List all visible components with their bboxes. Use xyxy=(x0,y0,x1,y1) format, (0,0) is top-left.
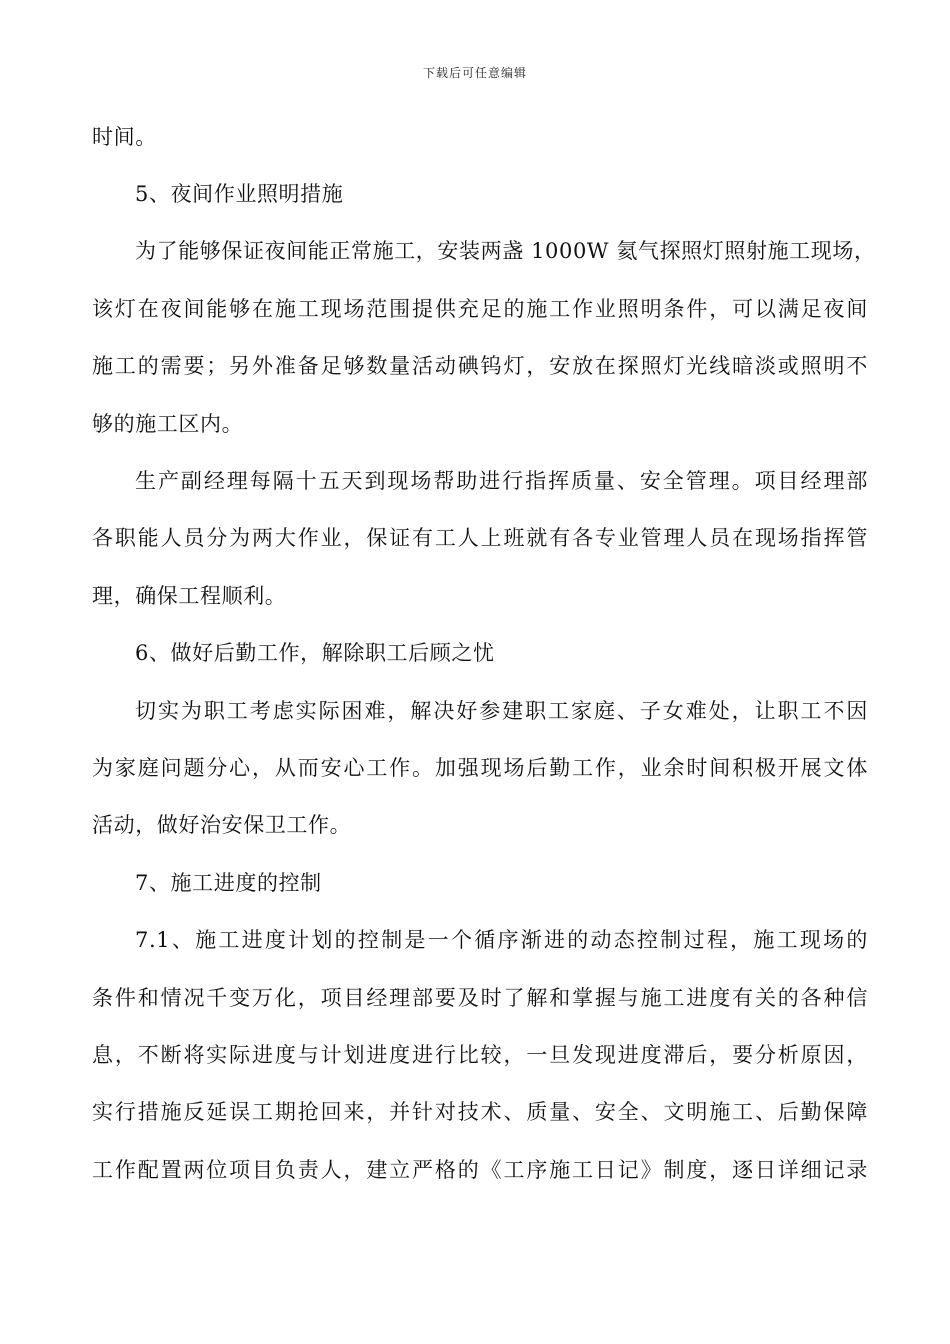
paragraph-line: 工作配置两位项目负责人，建立严格的《工序施工日记》制度，逐日详细记录 xyxy=(92,1158,868,1182)
paragraph-line: 施工的需要；另外准备足够数量活动碘钨灯，安放在探照灯光线暗淡或照明不 xyxy=(92,354,868,378)
paragraph-line: 实行措施反延误工期抢回来，并针对技术、质量、安全、文明施工、后勤保障 xyxy=(92,1100,868,1124)
paragraph-line: 息，不断将实际进度与计划进度进行比较，一旦发现进度滞后，要分析原因， xyxy=(92,1043,868,1067)
paragraph-line: 理，确保工程顺利。 xyxy=(92,584,287,608)
paragraph-line: 为了能够保证夜间能正常施工，安装两盏 1000W 氦气探照灯照射施工现场， xyxy=(135,239,876,263)
section-heading: 6、做好后勤工作，解除职工后顾之忧 xyxy=(135,641,495,665)
paragraph-line: 为家庭问题分心，从而安心工作。加强现场后勤工作，业余时间积极开展文体 xyxy=(92,756,868,780)
paragraph-line: 该灯在夜间能够在施工现场范围提供充足的施工作业照明条件，可以满足夜间 xyxy=(92,297,868,321)
paragraph-line: 时间。 xyxy=(92,125,157,149)
section-heading: 7、施工进度的控制 xyxy=(135,871,322,895)
section-heading: 5、夜间作业照明措施 xyxy=(135,182,344,206)
page-header-note: 下载后可任意编辑 xyxy=(422,66,527,80)
paragraph-line: 条件和情况千变万化，项目经理部要及时了解和掌握与施工进度有关的各种信 xyxy=(92,986,868,1010)
paragraph-line: 够的施工区内。 xyxy=(92,412,244,436)
paragraph-line: 各职能人员分为两大作业，保证有工人上班就有各专业管理人员在现场指挥管 xyxy=(92,526,868,550)
paragraph-line: 7.1、施工进度计划的控制是一个循序渐进的动态控制过程，施工现场的 xyxy=(135,928,868,952)
paragraph-line: 生产副经理每隔十五天到现场帮助进行指挥质量、安全管理。项目经理部 xyxy=(135,469,868,493)
paragraph-line: 活动，做好治安保卫工作。 xyxy=(92,813,352,837)
paragraph-line: 切实为职工考虑实际困难，解决好参建职工家庭、子女难处，让职工不因 xyxy=(135,699,868,723)
